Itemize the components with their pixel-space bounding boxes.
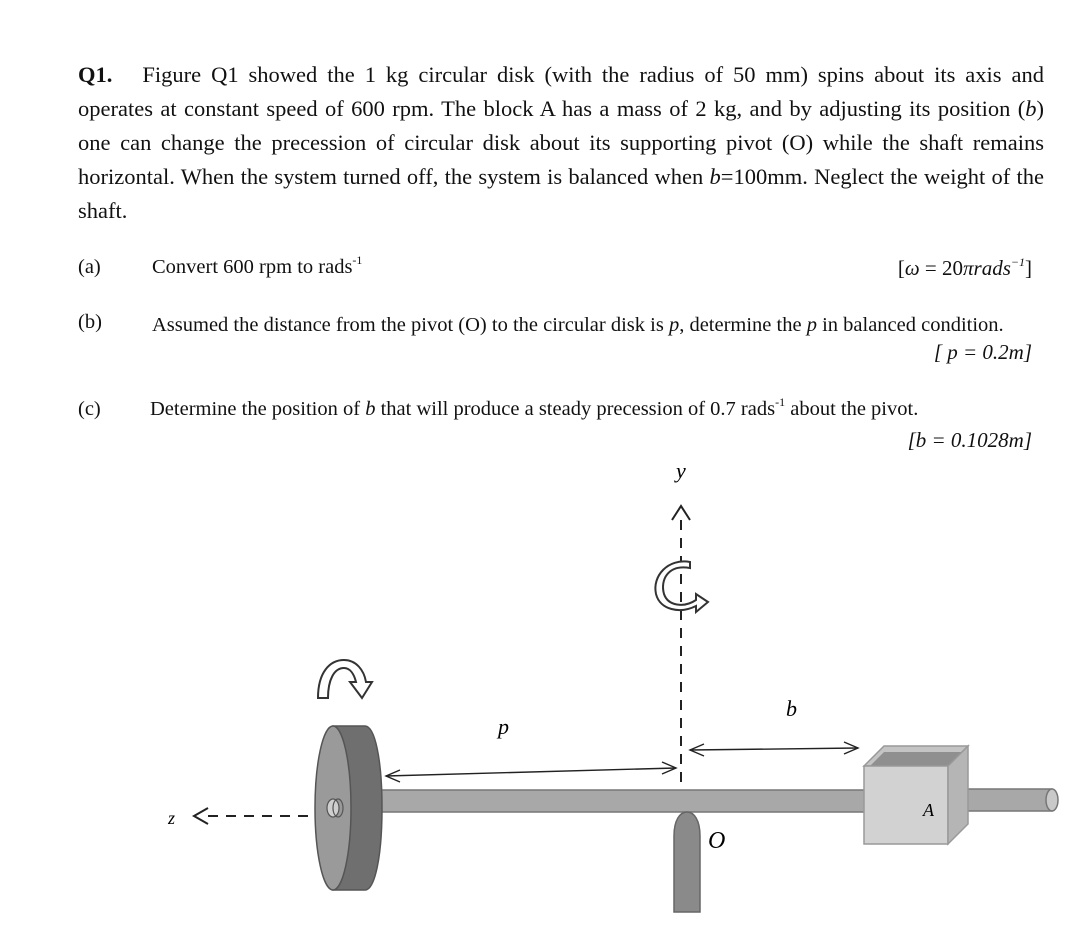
dimension-p-line	[386, 768, 676, 776]
part-c-text-2: that will produce a steady precession of 0.7 rads	[375, 398, 776, 420]
label-y: y	[676, 458, 686, 483]
part-b-var-p: p	[668, 314, 680, 336]
shaft	[378, 790, 878, 812]
y-axis-arrowhead	[672, 506, 690, 520]
part-b-text-1: Assumed the distance from the pivot (O) to the circular disk is	[152, 314, 669, 336]
part-a-answer-sup: −1	[1010, 255, 1025, 269]
label-b: b	[786, 696, 797, 721]
part-a-answer-close: ]	[1025, 256, 1032, 280]
pivot-support	[674, 812, 700, 912]
z-axis-arrowhead	[194, 808, 208, 824]
part-b-answer: [ p = 0.2m]	[933, 340, 1032, 364]
question-text-2: ) one can change the precession of circular disk about its supporting pivot (O) while the shaft remains horizontal. When the system turned off, the system is balanced when	[78, 96, 1044, 189]
part-c-var-b: b	[365, 398, 376, 420]
block-A	[864, 746, 968, 844]
part-a-text-main: Convert 600 rpm to rads	[152, 256, 353, 278]
question-text-3: =100mm. Neglect the weight of the shaft.	[78, 164, 1044, 223]
label-z: z	[168, 808, 176, 828]
part-b-text-3: in balanced condition.	[816, 314, 1004, 336]
part-a-answer-unit: rads	[973, 256, 1011, 280]
shaft-right-end	[1046, 789, 1058, 811]
spin-arrow-icon	[318, 660, 372, 698]
part-c-sup: -1	[775, 395, 786, 409]
part-a-answer-pi: π	[963, 256, 974, 280]
label-A: A	[923, 800, 934, 820]
part-a-sup: -1	[352, 253, 363, 267]
question-number: Q1.	[78, 62, 113, 87]
dimension-b-line	[690, 748, 858, 750]
part-c-label: (c)	[78, 398, 101, 420]
part-b-label: (b)	[78, 311, 102, 333]
label-p: p	[498, 714, 509, 739]
part-c-text-3: about the pivot.	[785, 398, 919, 420]
part-a-label: (a)	[78, 256, 101, 278]
part-c-text-1: Determine the position of	[150, 398, 366, 420]
label-O: O	[708, 828, 726, 854]
precession-arrow-icon	[655, 561, 708, 612]
question-var-b-2: b	[709, 164, 721, 189]
question-text-1: Figure Q1 showed the 1 kg circular disk (with the radius of 50 mm) spins about its axis and operates at constant speed of 600 rpm. The block A has a mass of 2 kg, and by adjusting its position (	[78, 62, 1044, 121]
question-var-b: b	[1025, 96, 1037, 121]
part-b-text-2: , determine the	[679, 314, 807, 336]
part-c-answer: [b = 0.1028m]	[907, 428, 1032, 452]
circular-disk	[315, 726, 382, 890]
part-a-answer-eq: = 20	[919, 256, 963, 280]
shaft-right-segment	[966, 789, 1052, 811]
part-a-answer-open: [	[897, 256, 905, 280]
part-a-answer-lhs: ω	[904, 256, 920, 280]
part-b-var-p-2: p	[806, 314, 817, 336]
